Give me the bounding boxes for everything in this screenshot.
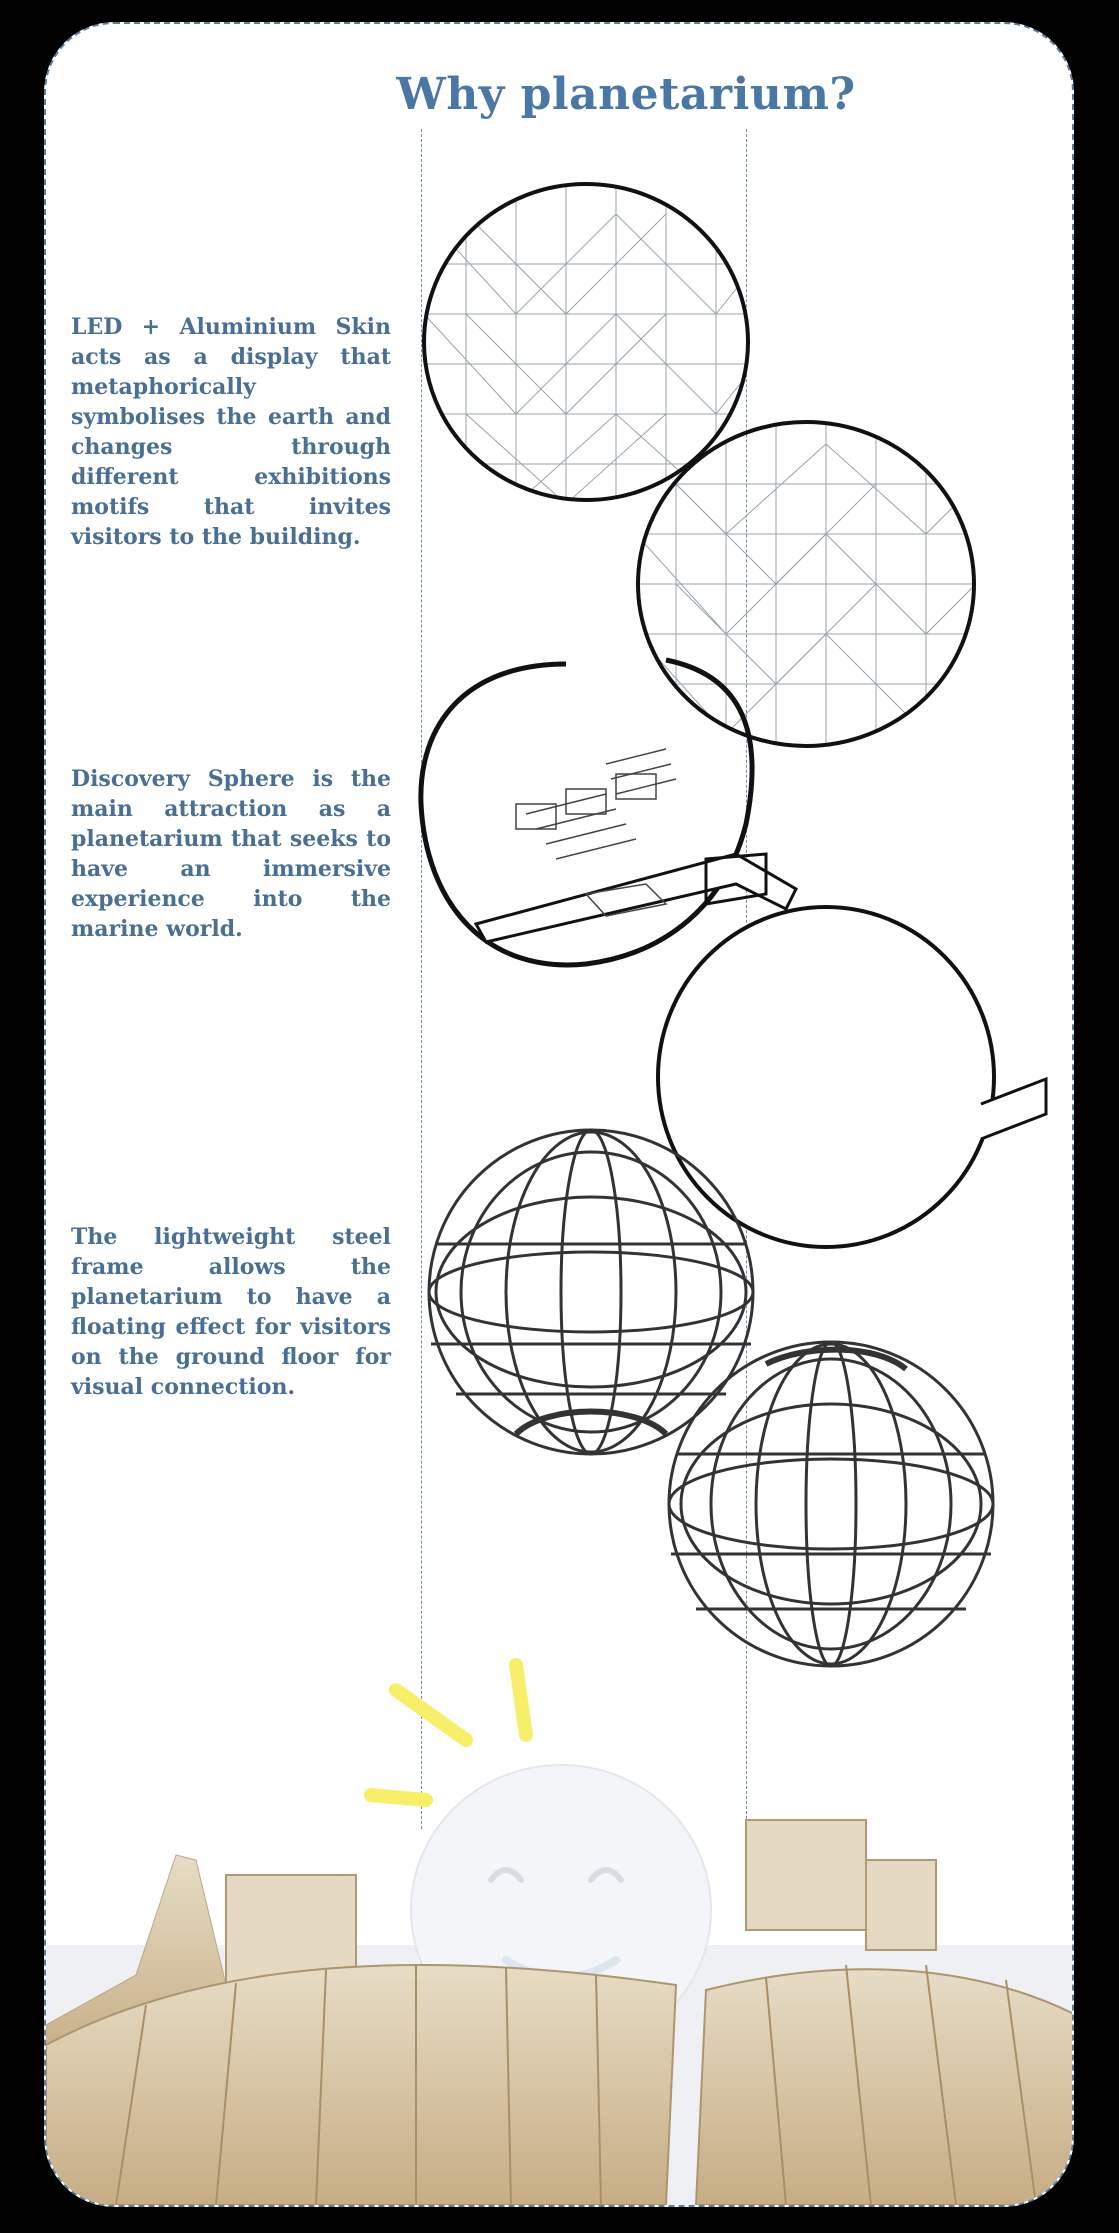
exploded-axonometric-diagram (46, 24, 1074, 1724)
poster-card (44, 22, 1074, 2207)
page-title: Why planetarium? (396, 69, 856, 120)
planetarium-rendering (46, 1625, 1074, 2205)
steel-frame-sphere-lower (669, 1342, 993, 1666)
discovery-sphere-description: Discovery Sphere is the main attraction as a planetarium that seeks to have an immersive experience into the marine world. (71, 766, 391, 942)
led-skin-sphere-upper (424, 184, 748, 504)
timber-roof-right (696, 1965, 1074, 2205)
discovery-sphere-interior (421, 660, 796, 965)
sphere-shell (658, 907, 1046, 1247)
steel-frame-description: The lightweight steel frame allows the planetarium to have a floating effect for visitors on the ground floor for visual connection. (71, 1224, 391, 1400)
led-skin-description: LED + Aluminium Skin acts as a display that metaphorically symbolises the earth and changes through different exhibitions motifs that invites visitors to the building. (71, 314, 391, 550)
